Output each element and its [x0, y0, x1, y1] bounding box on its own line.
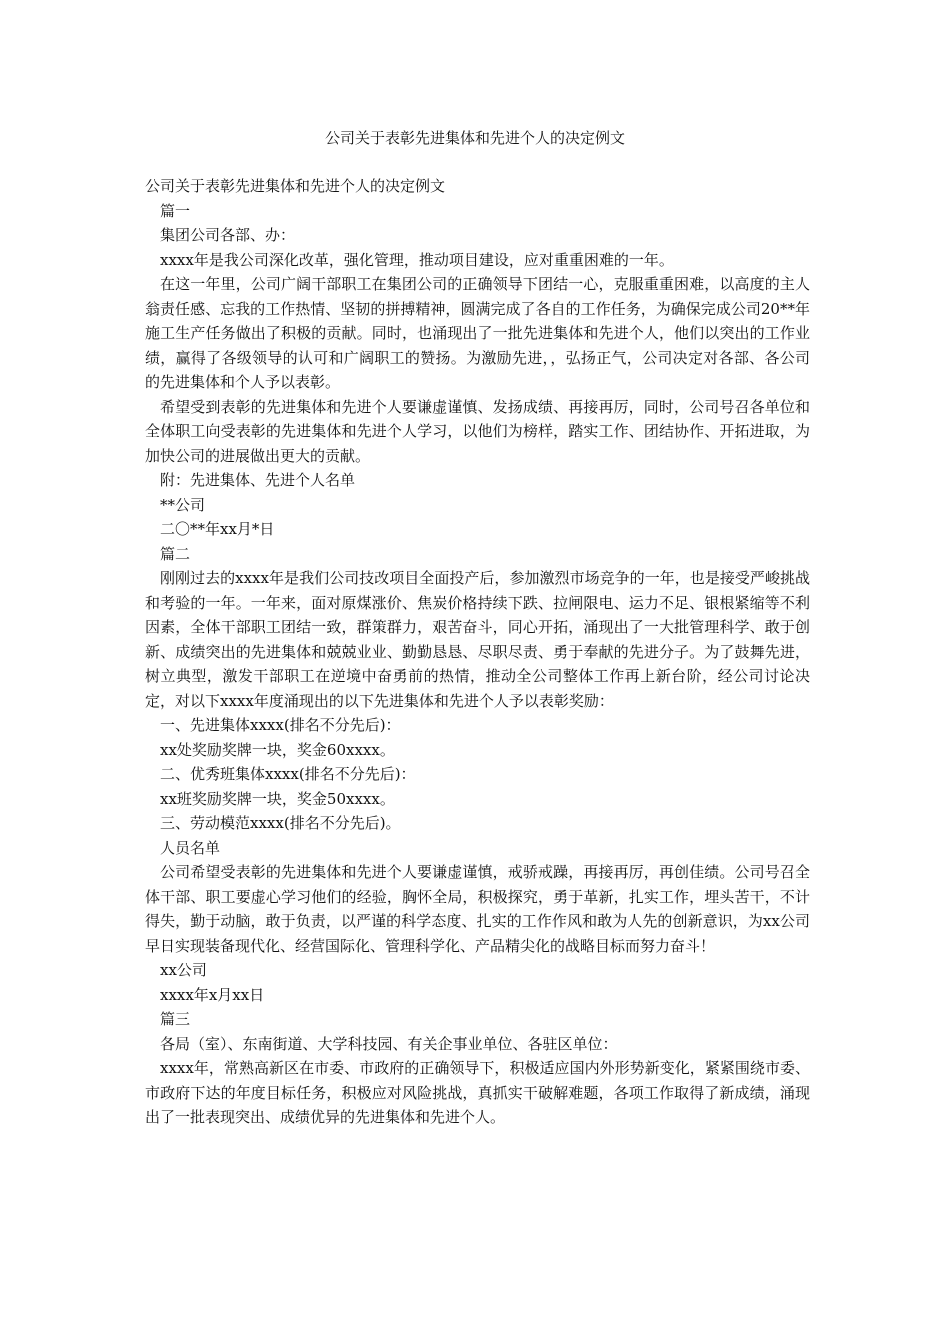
list-item: 人员名单: [160, 838, 221, 857]
signature-date: xxxx年x月xx日: [160, 985, 265, 1004]
list-item: xx班奖励奖牌一块，奖金50xxxx。: [160, 789, 395, 808]
addressee-3: 各局（室）、东南街道、大学科技园、有关企事业单位、各驻区单位：: [160, 1034, 618, 1053]
signature-company: **公司: [160, 495, 206, 514]
list-item: 二、优秀班集体xxxx(排名不分先后)：: [160, 765, 416, 783]
attachment-note: 附：先进集体、先进个人名单: [160, 471, 356, 489]
document-body: [145, 174, 810, 1130]
document-title: 公司关于表彰先进集体和先进个人的决定例文: [324, 129, 625, 147]
addressee-1: 集团公司各部、办：: [160, 226, 296, 244]
list-item: xx处奖励奖牌一块，奖金60xxxx。: [160, 740, 395, 759]
paragraph: 在这一年里，公司广阔干部职工在集团公司的正确领导下团结一心，克服重重困难，以高度的主人翁责任感、忘我的工作热情、坚韧的拼搏精神，圆满完成了各自的工作任务，为确保完成公司20**年施工生产任务做出了积极的贡献。同时，也涌现出了一批先进集体和先进个人，他们以突出的工作业绩，赢得了各级领导的认可和广阔职工的赞扬。为激励先进，，弘扬正气，公司决定对各部、各公司的先进集体和个人予以表彰。: [145, 275, 810, 391]
list-item: 三、劳动模范xxxx(排名不分先后)。: [160, 814, 401, 832]
list-item: 一、先进集体xxxx(排名不分先后)：: [160, 716, 401, 734]
paragraph: xxxx年是我公司深化改革，强化管理，推动项目建设，应对重重困难的一年。: [160, 250, 674, 269]
section-heading-2: 篇二: [160, 544, 191, 563]
paragraph: 刚刚过去的xxxx年是我们公司技改项目全面投产后，参加激烈市场竞争的一年，也是接受严峻挑战和考验的一年。一年来，面对原煤涨价、焦炭价格持续下跌、拉闸限电、运力不足、银根紧缩等不利因素，全体干部职工团结一致，群策群力，艰苦奋斗，同心开拓，涌现出了一大批管理科学、敢于创新、成绩突出的先进集体和兢兢业业、勤勤恳恳、尽职尽责、勇于奉献的先进分子。为了鼓舞先进，树立典型，激发干部职工在逆境中奋勇前的热情，推动全公司整体工作再上新台阶，经公司讨论决定，对以下xxxx年度涌现出的以下先进集体和先进个人予以表彰奖励：: [145, 569, 810, 710]
paragraph: xxxx年，常熟高新区在市委、市政府的正确领导下，积极适应国内外形势新变化，紧紧围绕市委、市政府下达的年度目标任务，积极应对风险挑战，真抓实干破解难题，各项工作取得了新成绩，涌现出了一批表现突出、成绩优异的先进集体和先进个人。: [145, 1059, 810, 1126]
document-subtitle: 公司关于表彰先进集体和先进个人的决定例文: [145, 177, 446, 195]
paragraph: 希望受到表彰的先进集体和先进个人要谦虚谨慎、发扬成绩、再接再厉，同时，公司号召各单位和全体职工向受表彰的先进集体和先进个人学习，以他们为榜样，踏实工作、团结协作、开拓进取，为加快公司的进展做出更大的贡献。: [145, 397, 810, 465]
section-heading-3: 篇三: [160, 1010, 191, 1028]
section-heading-1: 篇一: [160, 201, 191, 220]
signature-company: xx公司: [160, 961, 207, 979]
signature-date: 二〇**年xx月*日: [160, 520, 275, 538]
paragraph: 公司希望受表彰的先进集体和先进个人要谦虚谨慎，戒骄戒躁，再接再厉，再创佳绩。公司号召全体干部、职工要虚心学习他们的经验，胸怀全局，积极探究，勇于革新，扎实工作，埋头苦干，不计得失，勤于动脑，敢于负责，以严谨的科学态度、扎实的工作作风和敢为人先的创新意识，为xx公司早日实现装备现代化、经营国际化、管理科学化、产品精尖化的战略目标而努力奋斗！: [145, 863, 810, 955]
